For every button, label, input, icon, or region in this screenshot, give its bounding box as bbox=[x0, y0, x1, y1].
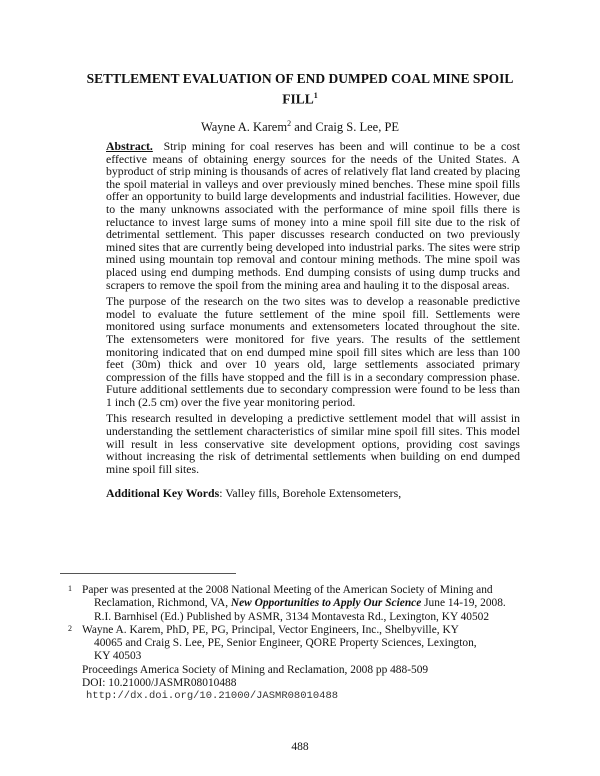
abstract-paragraph-2: The purpose of the research on the two sites was to develop a reasonable predictive model to evaluate the future settlement of the mine spoil fill. Settlements were monitored using surface monuments and extensometers located throughout the site. The extensometers were monitored for five years. The results of the settlement monitoring indicated that on end dumped mine spoil fill sites which are less than 100 feet (30m) thick and over 10 years old, large settlements associated primary compression of the fills have stopped and the fill is in a secondary compression phase. Future additional settlements due to secondary compression were found to be less than 1 inch (2.5 cm) over the five year monitoring period. bbox=[106, 294, 520, 409]
footnote-1-line-1: Paper was presented at the 2008 National Meeting of the American Society of Mining and bbox=[82, 584, 493, 596]
abstract-text-1: Strip mining for coal reserves has been and will continue to be a cost effective means of obtaining energy sources for the needs of the United States. A byproduct of strip mining is thousands of acres of relatively flat land created by placing the spoil material in valleys and over previously mined benches. These mine spoil fills offer an opportunity to build large developments and industrial facilities. However, due to the many unknowns associated with the performance of mine spoil fills there is reluctance to invest large sums of money into a mine spoil fill site due to the risk of detrimental settlement. This paper discusses research conducted on two previously mined sites that are currently being developed into industrial parks. The sites were strip mined using mountain top removal and contour mining methods. The mine spoil was placed using end dumping methods. End dumping consists of using dump trucks and scrapers to remove the spoil from the mining area and hauling it to the disposal areas. bbox=[106, 139, 521, 292]
page-number: 488 bbox=[291, 741, 309, 753]
paper-title bbox=[60, 70, 540, 108]
footnote-1 bbox=[68, 584, 536, 624]
keywords bbox=[106, 487, 520, 500]
conference-theme: New Opportunities to Apply Our Science bbox=[230, 597, 422, 610]
doi-link[interactable]: http://dx.doi.org/10.21000/JASMR08010488 bbox=[86, 690, 339, 703]
title-footnote-marker: 1 bbox=[313, 91, 318, 100]
footnote-2-line-3: KY 40503 bbox=[94, 650, 142, 663]
author-line bbox=[60, 116, 540, 135]
abstract-paragraph-3: This research resulted in developing a predictive settlement model that will assist in understanding the settlement characteristics of similar mine spoil fill sites. This model will result in less conservative site development options, providing cost savings without increasing the risk of detrimental settlements when building on end dumped mine spoil fill sites. bbox=[106, 411, 520, 476]
author-footnote-marker: 2 bbox=[287, 119, 292, 128]
footnote-1-line-3: R.I. Barnhisel (Ed.) Published by ASMR, 3134 Montavesta Rd., Lexington, KY 40502 bbox=[94, 610, 490, 623]
footnote-2 bbox=[68, 624, 536, 664]
title-line-1: SETTLEMENT EVALUATION OF END DUMPED COAL MINE SPOIL bbox=[86, 71, 514, 86]
footnote-2-marker: 2 bbox=[68, 623, 72, 633]
abstract-paragraph-1 bbox=[106, 140, 520, 291]
abstract-section bbox=[106, 140, 520, 504]
footnote-divider bbox=[60, 573, 236, 574]
keywords-label: Additional Key Words bbox=[106, 486, 220, 501]
author-1: Wayne A. Karem bbox=[200, 120, 288, 135]
footnote-2-line-1: Wayne A. Karem, PhD, PE, PG, Principal, Vector Engineers, Inc., Shelbyville, KY bbox=[82, 623, 459, 636]
author-2: and Craig S. Lee, PE bbox=[291, 120, 400, 135]
proceedings-citation: Proceedings America Society of Mining and Reclamation, 2008 pp 488-509 bbox=[82, 663, 429, 676]
abstract-label: Abstract. bbox=[106, 139, 153, 153]
footnote-1-marker: 1 bbox=[68, 584, 72, 593]
keywords-text: : Valley fills, Borehole Extensometers, bbox=[219, 486, 402, 501]
footnotes bbox=[68, 584, 536, 704]
footnote-2-line-2: 40065 and Craig S. Lee, PE, Senior Engineer, QORE Property Sciences, Lexington, bbox=[94, 637, 477, 650]
footnote-1-dates: June 14-19, 2008. bbox=[421, 597, 506, 610]
title-line-2: FILL bbox=[282, 91, 314, 107]
doi-text: DOI: 10.21000/JASMR08010488 bbox=[82, 677, 237, 690]
footnote-1-line-2 bbox=[82, 597, 536, 610]
footnote-1-venue-prefix: Reclamation, Richmond, VA, bbox=[94, 597, 231, 610]
